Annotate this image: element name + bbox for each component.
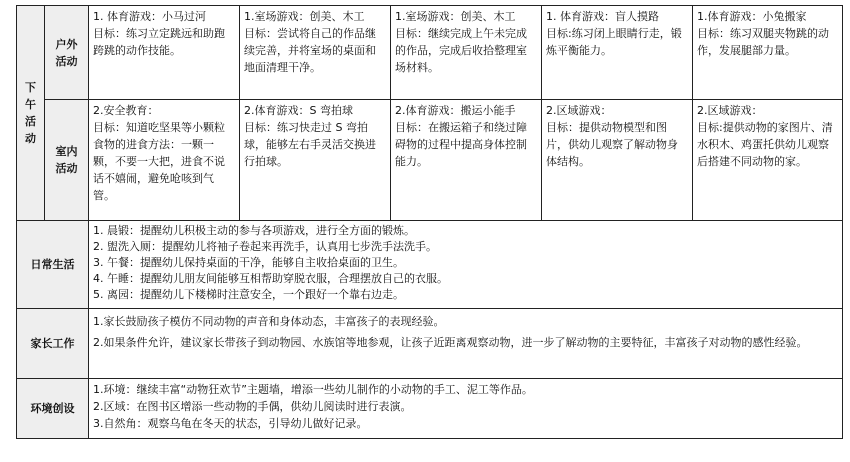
environment-content: [89, 379, 843, 439]
list-item: 3. 午餐：提醒幼儿保持桌面的干净，能够自主收拾桌面的卫生。: [93, 256, 404, 269]
list-item: 5. 离园：提醒幼儿下楼梯时注意安全，一个跟好一个靠右边走。: [93, 288, 404, 301]
list-item: 2. 盥洗入厕：提醒幼儿将袖子卷起来再洗手，认真用七步洗手法洗手。: [93, 240, 437, 253]
weekly-plan-table: [16, 5, 843, 439]
list-item: 1.环境：继续丰富“动物狂欢节”主题墙，增添一些幼儿制作的小动物的手工、泥工等作品。: [93, 383, 533, 396]
list-item: 1.家长鼓励孩子模仿不同动物的声音和身体动态，丰富孩子的表现经验。: [93, 315, 445, 328]
activity-title: 2.区域游戏：: [546, 104, 612, 117]
indoor-cell-2: [240, 100, 391, 221]
indoor-cell-5: [693, 100, 843, 221]
activity-goal: 目标：练习快走过 S 弯拍球，能够左右手灵活交换进行拍球。: [244, 121, 376, 168]
indoor-cell-4: [542, 100, 693, 221]
indoor-row: [17, 100, 843, 221]
activity-goal: 目标：练习立定跳远和助跑跨跳的动作技能。: [93, 27, 225, 57]
outdoor-cell-4: [542, 6, 693, 100]
outdoor-cell-5: [693, 6, 843, 100]
daily-life-label: 日常生活: [17, 221, 89, 309]
activity-goal: 目标：继续完成上午未完成的作品，完成后收拾整理室场材料。: [395, 27, 527, 74]
outdoor-cell-2: [240, 6, 391, 100]
environment-row: [17, 379, 843, 439]
indoor-cell-1: [89, 100, 240, 221]
outdoor-label: [45, 6, 89, 100]
parents-label: 家长工作: [17, 309, 89, 379]
outdoor-row: [17, 6, 843, 100]
parents-content: [89, 309, 843, 379]
outdoor-label-text: 户外活动: [55, 37, 78, 68]
indoor-label-text: 室内活动: [55, 145, 78, 175]
activity-goal: 目标:提供动物的家图片、清水积木、鸡蛋托供幼儿观察后搭建不同动物的家。: [697, 121, 833, 168]
list-item: 1. 晨锻：提醒幼儿积极主动的参与各项游戏，进行全方面的锻炼。: [93, 224, 415, 237]
afternoon-label: [17, 6, 45, 221]
activity-title: 2.体育游戏：S 弯拍球: [244, 104, 353, 117]
activity-title: 1. 体育游戏：小马过河: [93, 10, 206, 23]
activity-title: 1.体育游戏：小兔搬家: [697, 10, 807, 23]
list-item: 3.自然角：观察乌龟在冬天的状态，引导幼儿做好记录。: [93, 417, 368, 430]
environment-label: 环境创设: [17, 379, 89, 439]
outdoor-cell-1: [89, 6, 240, 100]
activity-title: 1.室场游戏：创美、木工: [244, 10, 365, 23]
list-item: 2.区域：在图书区增添一些动物的手偶，供幼儿阅读时进行表演。: [93, 400, 412, 413]
activity-goal: 目标：知道吃坚果等小颗粒食物的进食方法：一颗一颗，不要一大把，进食不说话不嬉闹，避免呛咳到气管。: [93, 121, 225, 202]
indoor-cell-3: [391, 100, 542, 221]
outdoor-cell-3: [391, 6, 542, 100]
activity-goal: 目标：练习双腿夹物跳的动作，发展腿部力量。: [697, 27, 829, 57]
activity-title: 1.室场游戏：创美、木工: [395, 10, 516, 23]
activity-title: 1. 体育游戏：盲人摸路: [546, 10, 659, 23]
activity-title: 2.安全教育：: [93, 104, 159, 117]
list-item: 2.如果条件允许，建议家长带孩子到动物园、水族馆等地参观，让孩子近距离观察动物，进一步了解动物的主要特征，丰富孩子对动物的感性经验。: [93, 336, 808, 349]
activity-goal: 目标：在搬运箱子和绕过障碍物的过程中提高身体控制能力。: [395, 121, 527, 168]
parents-row: [17, 309, 843, 379]
daily-life-row: [17, 221, 843, 309]
daily-life-content: [89, 221, 843, 309]
activity-goal: 目标：提供动物模型和图片，供幼儿观察了解动物身体结构。: [546, 121, 678, 168]
activity-goal: 目标：尝试将自己的作品继续完善，并将室场的桌面和地面清理干净。: [244, 27, 376, 74]
activity-title: 2.区域游戏：: [697, 104, 763, 117]
activity-goal: 目标:练习闭上眼睛行走，锻炼平衡能力。: [546, 27, 682, 57]
indoor-label: [45, 100, 89, 221]
list-item: 4. 午睡：提醒幼儿朋友间能够互相帮助穿脱衣服，合理摆放自己的衣服。: [93, 272, 448, 285]
afternoon-label-text: 下午活动: [25, 81, 36, 145]
activity-title: 2.体育游戏：搬运小能手: [395, 104, 516, 117]
